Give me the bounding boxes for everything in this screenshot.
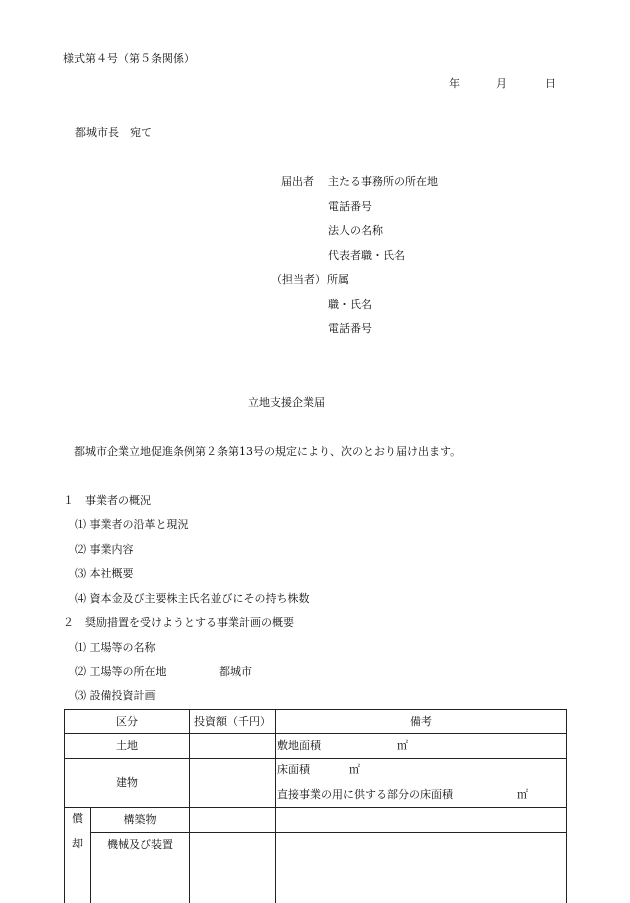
applicant-field-corp-name: 法人の名称 <box>328 224 383 237</box>
table-line <box>275 709 276 903</box>
applicant-label: 届出者 <box>281 175 314 188</box>
addressee: 都城市長 宛て <box>75 126 152 139</box>
section-1-item-2: ⑵ 事業内容 <box>75 543 134 556</box>
document-intro: 都城市企業立地促進条例第２条第13号の規定により、次のとおり届け出ます。 <box>74 445 462 458</box>
table-group-depreciable-char-2: 却 <box>72 837 83 850</box>
document-title: 立地支援企業届 <box>248 396 325 409</box>
contact-field-title-name: 職・氏名 <box>328 298 372 311</box>
section-2-item-2: ⑵ 工場等の所在地 <box>75 665 167 678</box>
table-group-depreciable-char-1: 償 <box>72 812 83 825</box>
form-number: 様式第４号（第５条関係） <box>63 52 195 65</box>
table-row-building-unit-floor: ㎡ <box>349 763 360 776</box>
date-month-label: 月 <box>496 77 507 90</box>
section-2-item-3: ⑶ 設備投資計画 <box>75 689 156 702</box>
table-row-land-label: 土地 <box>116 739 138 752</box>
table-line <box>189 709 190 903</box>
section-1-item-4: ⑷ 資本金及び主要株主氏名並びにその持ち株数 <box>75 592 310 605</box>
date-day-label: 日 <box>545 77 556 90</box>
applicant-field-phone: 電話番号 <box>328 200 372 213</box>
table-line <box>566 709 567 903</box>
table-row-land-unit: ㎡ <box>397 739 408 752</box>
table-row-building-unit-direct: ㎡ <box>517 788 528 801</box>
table-row-building-note-floor: 床面積 <box>277 763 310 776</box>
table-row-machinery-label: 機械及び装置 <box>107 838 173 851</box>
table-header-investment: 投資額（千円） <box>194 714 271 728</box>
table-row-structures-label: 構築物 <box>123 813 157 826</box>
table-row-land-note: 敷地面積 <box>277 739 321 752</box>
contact-field-phone: 電話番号 <box>328 322 372 335</box>
contact-field-department: 所属 <box>327 273 349 286</box>
section-1-heading: １ 事業者の概況 <box>63 494 151 507</box>
table-header-category: 区分 <box>116 714 138 728</box>
section-1-item-1: ⑴ 事業者の沿革と現況 <box>75 518 189 531</box>
table-row-building-label: 建物 <box>116 776 138 789</box>
contact-label: （担当者） <box>271 273 326 286</box>
table-header-notes: 備考 <box>410 714 432 728</box>
applicant-field-address: 主たる事務所の所在地 <box>328 175 438 188</box>
section-1-item-3: ⑶ 本社概要 <box>75 567 134 580</box>
section-2-location-value: 都城市 <box>219 665 252 678</box>
table-row-building-note-direct: 直接事業の用に供する部分の床面積 <box>277 788 453 801</box>
applicant-field-representative: 代表者職・氏名 <box>328 249 405 262</box>
investment-table <box>64 709 567 903</box>
section-2-heading: ２ 奨励措置を受けようとする事業計画の概要 <box>63 616 294 629</box>
section-2-item-1: ⑴ 工場等の名称 <box>75 641 156 654</box>
date-year-label: 年 <box>449 77 460 90</box>
